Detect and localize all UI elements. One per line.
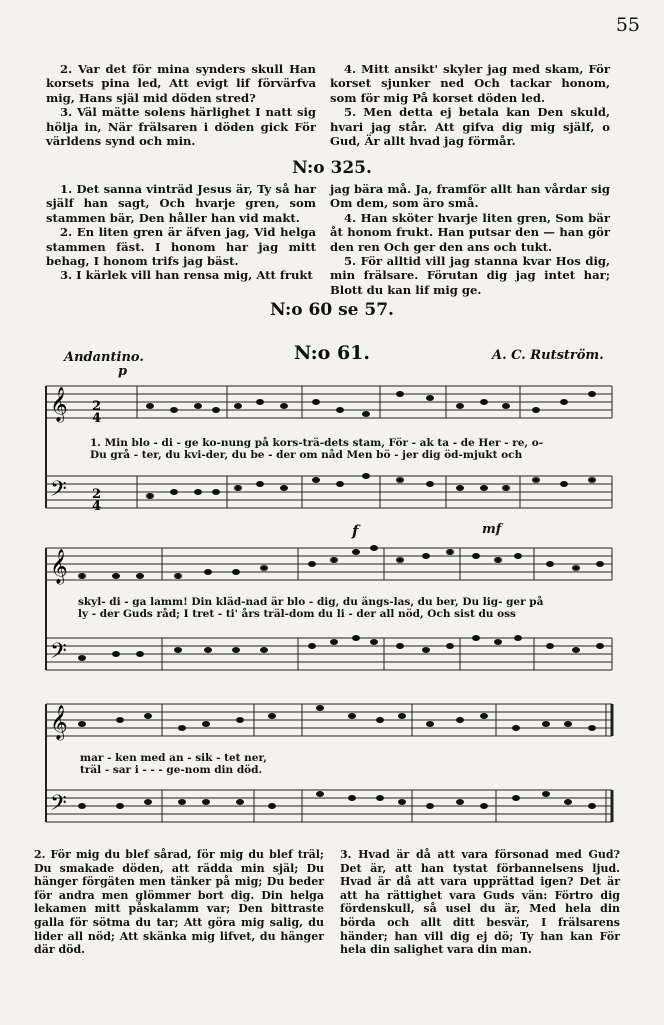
tempo-marking: Andantino.: [64, 350, 144, 365]
verse: 4. Han sköter hvarje liten gren, Som bär åt honom frukt. Han putsar den — han gör den ren Och ger den ans och tukt.: [330, 210, 610, 254]
lyrics-line-1: [90, 437, 543, 461]
svg-text:2: 2: [92, 487, 102, 502]
bass-clef-icon: 𝄢: [50, 791, 67, 821]
verse-2-text: 2. För mig du blef sårad, för mig du blef träl; Du smakade döden, att rädda min själ; Du hänger förgäten men tänker på mig; Du beder för andra men glömmer bort dig. Din helga lekamen mitt påskalamm var; Den bittraste galla för sötma du tar; Att göra mig salig, du lider all nöd; Att skänka mig lifvet, du hänger där död.: [34, 848, 324, 957]
lyrics-verse-2: träl - sar i - - - ge-nom din död.: [80, 764, 263, 776]
verse: 5. För alltid vill jag stanna kvar Hos dig, min frälsare. Förutan dig jag intet har; Blott du kan lif mig ge.: [330, 254, 610, 297]
composer: A. C. Rutström.: [492, 348, 604, 363]
svg-text:4: 4: [92, 499, 102, 514]
dynamic-p: p: [118, 364, 128, 379]
lyrics-line-3: [80, 752, 267, 776]
footer-verse-right: [340, 848, 620, 957]
treble-clef-icon: 𝄞: [50, 705, 68, 740]
lyrics-verse-1: mar - ken med an - sik - tet ner,: [80, 752, 267, 764]
verse: 4. Mitt ansikt' skyler jag med skam, För korset sjunker ned Och tackar honom, som för mig På korset döden led.: [330, 62, 610, 105]
page-number: 55: [615, 14, 640, 36]
hymn-325-right: [330, 182, 610, 297]
hymn-61-heading: N:o 61.: [293, 342, 371, 364]
reference-line: N:o 60 se 57.: [270, 300, 394, 320]
svg-text:4: 4: [92, 411, 102, 426]
hymn-325-left: [46, 182, 316, 283]
svg-text:2: 2: [92, 399, 102, 414]
top-right-column: [330, 62, 610, 148]
dynamic-f: f: [352, 522, 359, 540]
verse: 3. I kärlek vill han rensa mig, Att frukt: [60, 268, 313, 283]
verse: 5. Men detta ej betala kan Den skuld, hvari jag står. Att gifva dig mig själf, o Gud, Är allt hvad jag förmår.: [330, 105, 610, 149]
top-left-column: [46, 62, 316, 148]
bass-clef-icon: 𝄢: [50, 477, 67, 507]
lyrics-verse-2: Du grå - ter, du kvi-der, du be - der om nåd Men bö - jer dig öd-mjukt och: [90, 449, 523, 461]
treble-clef-icon: 𝄞: [50, 549, 68, 584]
treble-clef-icon: 𝄞: [50, 387, 68, 422]
bass-clef-icon: 𝄢: [50, 639, 67, 669]
lyrics-verse-1: 1. Min blo - di - ge ko-nung på kors-trä-dets stam, För - ak ta - de Her - re, o-: [90, 437, 544, 449]
lyrics-verse-2: ly - der Guds råd; I tret - ti' års träl-dom du li - der all nöd, Och sist du oss: [78, 608, 516, 620]
verse: jag bära må. Ja, framför allt han vårdar sig Om dem, som äro små.: [330, 182, 610, 211]
verse: 3. Väl mätte solens härlighet I natt sig hölja in, När frälsaren i döden gick För världens synd och min.: [46, 105, 316, 149]
verse: 2. Var det för mina synders skull Han korsets pina led, Att evigt lif förvärfva mig, Hans själ mid döden stred?: [46, 62, 316, 105]
lyrics-verse-1: skyl- di - ga lamm! Din kläd-nad är blo - dig, du ängs-las, du ber, Du lig- ger på: [78, 596, 544, 608]
dynamic-mf: mf: [482, 522, 502, 537]
verse: 1. Det sanna vinträd Jesus är, Ty så har själf han sagt, Och hvarje gren, som stammen bär, Den håller han vid makt.: [46, 182, 316, 225]
verse-3-text: 3. Hvad är då att vara försonad med Gud? Det är, att han tystat förbannelsens ljud. Hvad är då att vara upprättad igen? Det är att ha rättighet vara Guds vän: Förtro dig fördenskull, så usel du är, Med hela din börda och allt ditt besvär, I frälsarens händer; han vill dig ej dö; Ty han kan För hela din salighet vara din man.: [340, 848, 620, 957]
hymn-325-heading: N:o 325.: [292, 158, 372, 178]
lyrics-line-2: [78, 596, 543, 620]
verse: 2. En liten gren är äfven jag, Vid helga stammen fäst. I honom har jag mitt behag, I honom trifs jag bäst.: [46, 225, 316, 269]
footer-verse-left: [34, 848, 324, 957]
